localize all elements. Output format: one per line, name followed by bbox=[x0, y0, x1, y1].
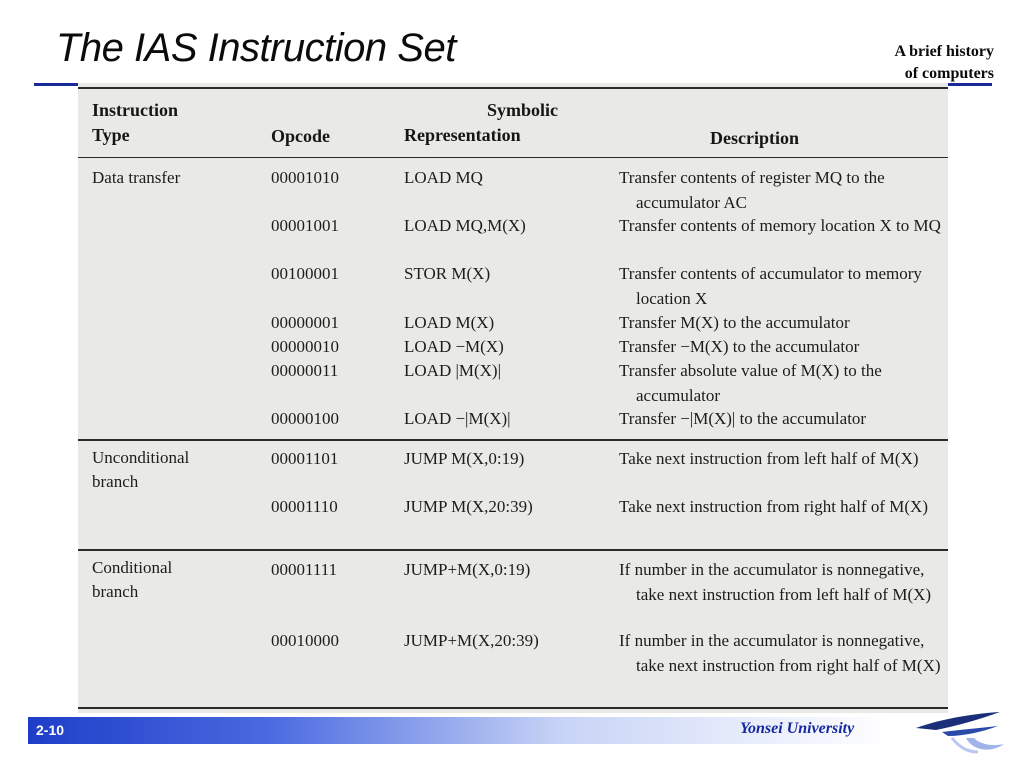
description-cell: Transfer −|M(X)| to the accumulator bbox=[619, 409, 867, 428]
header-symbolic-line-2: Representation bbox=[404, 125, 521, 145]
symbolic-cell: LOAD −|M(X)| bbox=[404, 409, 511, 428]
group-label-unconditional-branch bbox=[92, 446, 189, 494]
group-rule bbox=[78, 549, 948, 551]
symbolic-cell: STOR M(X) bbox=[404, 264, 491, 283]
symbolic-cell: LOAD −M(X) bbox=[404, 337, 504, 356]
group-rule bbox=[78, 439, 948, 441]
table-bottom-rule bbox=[78, 707, 948, 709]
slide-subtitle bbox=[834, 41, 994, 85]
description-cell: Transfer contents of register MQ to the accumulator AC bbox=[619, 168, 885, 212]
header-type-line-2: Type bbox=[92, 125, 130, 145]
description-cell: If number in the accumulator is nonnegative, take next instruction from left half of M(X) bbox=[619, 560, 932, 604]
opcode-cell: 00001111 bbox=[271, 560, 338, 579]
subtitle-line-2: of computers bbox=[904, 65, 994, 82]
opcode-cell: 00100001 bbox=[271, 264, 339, 283]
description-cell: If number in the accumulator is nonnegative, take next instruction from right half of M(X) bbox=[619, 631, 941, 675]
opcode-cell: 00000010 bbox=[271, 337, 339, 356]
description-cell: Take next instruction from right half of M(X) bbox=[619, 497, 928, 516]
opcode-cell: 00001110 bbox=[271, 497, 338, 516]
group-label-line-1: Unconditional bbox=[92, 448, 190, 467]
description-cell: Transfer contents of memory location X to MQ bbox=[619, 216, 941, 235]
description-cell: Transfer M(X) to the accumulator bbox=[619, 313, 850, 332]
description-cell: Transfer contents of accumulator to memory location X bbox=[619, 264, 922, 308]
symbolic-cell: LOAD MQ,M(X) bbox=[404, 216, 526, 235]
header-symbolic-line-1: Symbolic bbox=[487, 100, 559, 120]
opcode-cell: 00001101 bbox=[271, 449, 339, 468]
slide-title: The IAS Instruction Set bbox=[56, 26, 456, 70]
description-cell: Transfer −M(X) to the accumulator bbox=[619, 337, 860, 356]
header-type-line-1: Instruction bbox=[92, 100, 179, 120]
table-top-rule bbox=[78, 87, 948, 89]
opcode-cell: 00000011 bbox=[271, 361, 339, 380]
opcode-cell: 00000100 bbox=[271, 409, 339, 428]
opcode-cell: 00001001 bbox=[271, 216, 339, 235]
opcode-cell: 00001010 bbox=[271, 168, 339, 187]
header-opcode: Opcode bbox=[271, 126, 331, 146]
symbolic-cell: LOAD |M(X)| bbox=[404, 361, 501, 380]
group-label-conditional-branch bbox=[92, 556, 172, 604]
group-label-line-2: branch bbox=[92, 582, 139, 601]
group-label-line-1: Conditional bbox=[92, 558, 173, 577]
footer-university: Yonsei University bbox=[740, 720, 855, 737]
page-number: 2-10 bbox=[36, 722, 65, 738]
header-instruction-type bbox=[92, 98, 178, 148]
description-cell: Take next instruction from left half of M(X) bbox=[619, 449, 919, 468]
symbolic-cell: JUMP M(X,20:39) bbox=[404, 497, 533, 516]
university-logo-icon bbox=[912, 708, 1008, 756]
symbolic-cell: JUMP M(X,0:19) bbox=[404, 449, 525, 468]
subtitle-line-1: A brief history bbox=[894, 43, 994, 60]
symbolic-cell: JUMP+M(X,0:19) bbox=[404, 560, 531, 579]
opcode-cell: 00000001 bbox=[271, 313, 339, 332]
header-symbolic bbox=[404, 98, 558, 148]
symbolic-cell: JUMP+M(X,20:39) bbox=[404, 631, 539, 650]
symbolic-cell: LOAD M(X) bbox=[404, 313, 495, 332]
description-cell: Transfer absolute value of M(X) to the accumulator bbox=[619, 361, 882, 405]
opcode-cell: 00010000 bbox=[271, 631, 339, 650]
header-rule bbox=[78, 157, 948, 158]
symbolic-cell: LOAD MQ bbox=[404, 168, 483, 187]
group-label-line-2: branch bbox=[92, 472, 139, 491]
group-label-data-transfer: Data transfer bbox=[92, 168, 181, 187]
header-description: Description bbox=[710, 128, 799, 148]
instruction-table bbox=[78, 83, 948, 713]
